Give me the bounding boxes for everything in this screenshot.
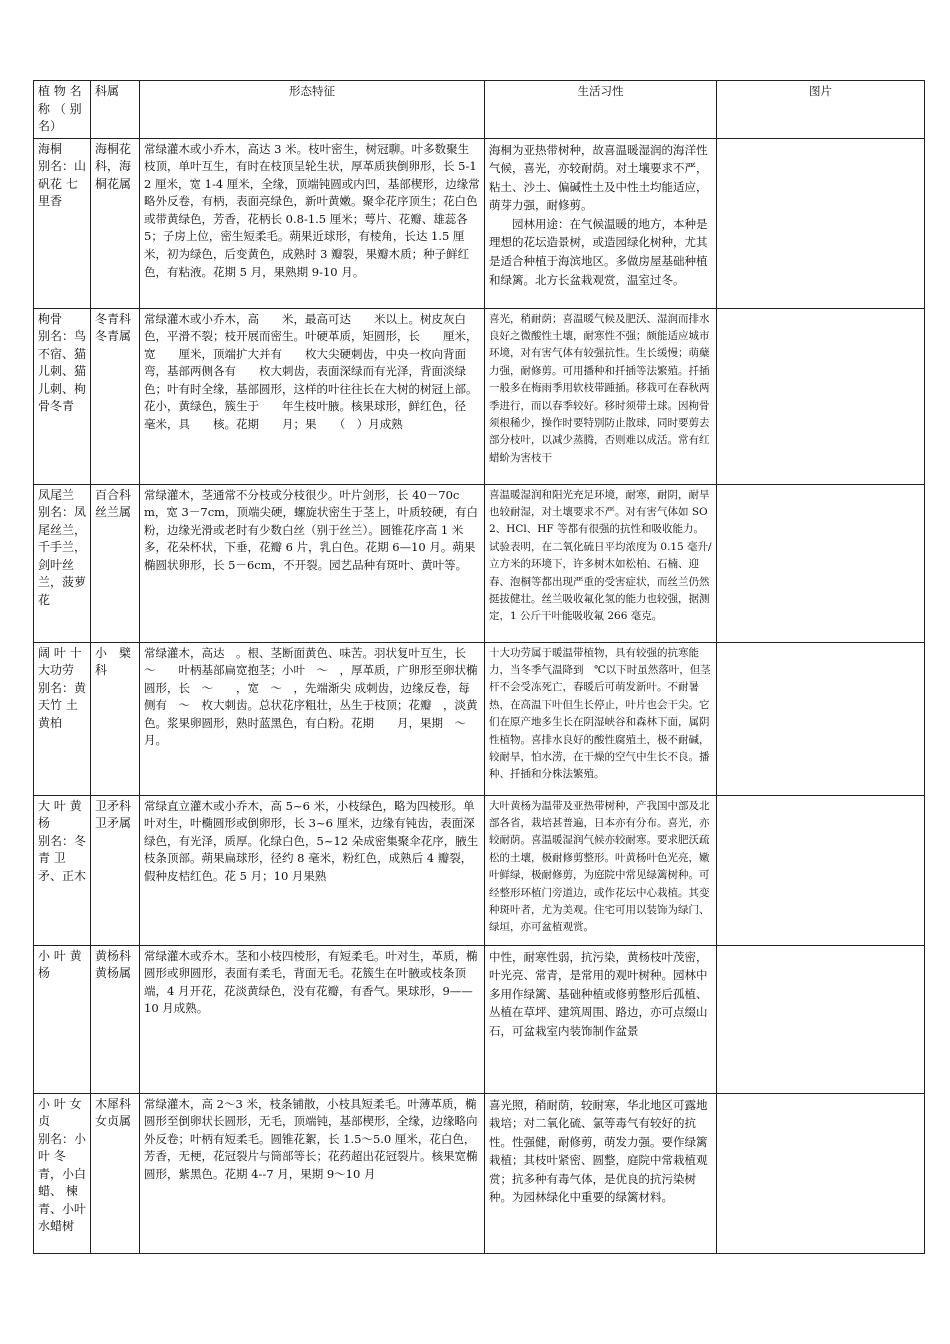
header-habit: 生活习性 [485,81,717,139]
plant-family: 黄杨科 黄杨属 [91,945,140,1093]
table-row [34,484,925,642]
plant-family: 海桐花科，海桐花属 [91,138,140,308]
table-row [34,642,925,795]
plant-picture-cell [717,484,925,642]
plant-name: 海桐 别名：山矾花 七里香 [34,138,91,308]
plant-picture-cell [717,795,925,945]
table-row [34,138,925,308]
plant-name: 小 叶 女贞 别名：小 叶 冬青，小白蜡、 楝青、小叶水蜡树 [34,1093,91,1253]
plant-picture-cell [717,308,925,484]
plant-family: 百合科 丝兰属 [91,484,140,642]
plant-family: 小 檗 科 [91,642,140,795]
plant-morphology: 常绿直立灌木或小乔木，高 5~6 米，小枝绿色，略为四棱形。单叶对生，叶椭圆形或倒卵形，长 3~6 厘米，边缘有钝齿，表面深绿色，有光泽，质厚。化绿白色，5~12 朵成密集聚伞花序，腋生枝条顶部。蒴果扁球形，径约 8 毫米，粉红色，成熟后 4 瓣裂，假种皮桔红色。花 5 月；10 月果熟 [140,795,485,945]
plant-morphology: 常绿灌木，高达 。根、茎断面黄色、味苦。羽状复叶互生，长 ～ 叶柄基部扁宽抱茎；小叶 ～ ，厚革质，广卵形至卵状椭圆形，长 ～ ，宽 ～ ，先端渐尖 成刺齿，边缘反卷，每侧有 ～ 枚大刺齿。总状花序粗壮，丛生于枝顶；花瓣 ，淡黄色。浆果卵圆形，熟时蓝黑色，有白粉。花期 月，果期 ～ 月。 [140,642,485,795]
header-name: 植 物 名 称 （ 别 名） [34,81,91,139]
plant-name: 阔 叶 十大功劳 别名：黄天竹 土黄柏 [34,642,91,795]
plant-habit: 喜光，稍耐荫；喜温暖气候及肥沃、湿润而排水良好之微酸性土壤，耐寒性不强；颇能适应城市环境，对有害气体有较强抗性。生长缓慢；萌蘖力强，耐修剪。可用播种和扦插等法繁殖。扦插一般多在梅雨季用软枝带踵插。移栽可在春秋两季进行，而以春季较好。移时须带土球。因枸骨须根稀少，操作时要特别防止散球，同时要剪去部分枝叶，以减少蒸腾，否则难以成活。常有红蜡蚧为害枝干 [485,308,717,484]
plant-habit: 喜温暖湿润和阳光充足环境，耐寒，耐阴，耐旱也较耐湿，对土壤要求不严。对有害气体如 SO2、HCl、HF 等都有很强的抗性和吸收能力。试验表明，在二氧化硫日平均浓度为 0.15 毫升/立方米的环境下，许多树木如松柏、石楠、迎春、泡桐等都出现严重的受害症状，而丝兰仍然挺拔健壮。丝兰吸收氟化氢的能力也较强，据测定，1 公斤干叶能吸收氟 266 毫克。 [485,484,717,642]
plant-morphology: 常绿灌木或乔木。茎和小枝四棱形，有短柔毛。叶对生，革质，椭圆形或卵圆形，表面有柔毛，背面无毛。花簇生在叶腋或枝条顶端，4 月开花，花淡黄绿色，没有花瓣，有香气。果球形，9——10 月成熟。 [140,945,485,1093]
plant-morphology: 常绿灌木，高 2～3 米，枝条铺散，小枝具短柔毛。叶薄革质，椭圆形至倒卵状长圆形，无毛，顶端钝，基部楔形，全缘，边缘略向外反卷；叶柄有短柔毛。圆锥花絮，长 1.5～5.0 厘米，花白色，芳香，无梗，花冠裂片与筒部等长；花药超出花冠裂片。核果宽椭圆形，紫黑色。花期 4--7 月，果期 9～10 月 [140,1093,485,1253]
header-family: 科属 [91,81,140,139]
plant-picture-cell [717,945,925,1093]
plant-name: 小 叶 黄杨 [34,945,91,1093]
plant-habit: 十大功劳属于暖温带植物，具有较强的抗寒能力，当冬季气温降到 ℃以下时虽然落叶，但茎杆不会受冻死亡，春暖后可萌发新叶。不耐暑热，在高温下叶但生长停止，叶片也会干尖。它们在原产地多生长在阴湿峡谷和森林下面，属阴性植物。喜排水良好的酸性腐殖土，极不耐碱，较耐旱，怕水涝，在干燥的空气中生长不良。播种、扦插和分株法繁殖。 [485,642,717,795]
plant-family: 冬青科 冬青属 [91,308,140,484]
plant-family: 卫矛科 卫矛属 [91,795,140,945]
header-morphology: 形态特征 [140,81,485,139]
plant-name: 大 叶 黄杨 别名：冬 青 卫矛、正木 [34,795,91,945]
table-row [34,795,925,945]
plant-table [33,80,925,1254]
plant-habit: 大叶黄杨为温带及亚热带树种，产我国中部及北部各省，栽培甚普遍，日本亦有分布。喜光，亦较耐荫。喜温暖湿润气候亦较耐寒。要求肥沃疏松的土壤，极耐修剪整形。叶黄杨叶色光亮，嫩叶鲜绿，极耐修剪，为庭院中常见绿篱树种。可经整形环植门旁道边，或作花坛中心栽植。其变种斑叶者，尤为美观。住宅可用以装饰为绿门、绿垣，亦可盆植观赏。 [485,795,717,945]
plant-picture-cell [717,642,925,795]
header-picture: 图片 [717,81,925,139]
table-row [34,945,925,1093]
plant-habit: 海桐为亚热带树种，故喜温暖湿润的海洋性气候，喜光，亦较耐荫。对土壤要求不严，粘土、沙土、偏碱性土及中性土均能适应，萌芽力强，耐修剪。 园林用途：在气候温暖的地方，本种是理想的花坛造景树，或造园绿化树种，尤其是适合种植于海滨地区。多做房屋基础种植和绿篱。北方长盆栽观赏，温室过冬。 [485,138,717,308]
plant-picture-cell [717,1093,925,1253]
plant-habit: 喜光照，稍耐荫，较耐寒，华北地区可露地栽培；对二氧化硫、氯等毒气有较好的抗性。性强健，耐修剪，萌发力强。要作绿篱栽植；其枝叶紧密、圆整，庭院中常栽植观赏；抗多种有毒气体，是优良的抗污染树种。为园林绿化中重要的绿篱材料。 [485,1093,717,1253]
plant-morphology: 常绿灌木或小乔木，高 米，最高可达 米以上。树皮灰白色，平滑不裂；枝开展而密生。叶硬革质，矩圆形，长 厘米，宽 厘米，顶端扩大并有 枚大尖硬刺齿，中央一枚向背面弯，基部两侧各有 枚大刺齿，表面深绿而有光泽，背面淡绿色；叶有时全缘，基部圆形，这样的叶往往长在大树的树冠上部。花小，黄绿色，簇生于 年生枝叶腋。核果球形，鲜红色，径 毫米，具 核。花期 月；果 （ ）月成熟 [140,308,485,484]
plant-name: 凤尾兰 别名：凤尾丝兰，千手兰，剑叶丝兰，菠萝花 [34,484,91,642]
plant-picture-cell [717,138,925,308]
table-row [34,1093,925,1253]
plant-name: 枸骨 别名：鸟不宿、猫儿刺、猫儿刺、枸骨冬青 [34,308,91,484]
plant-habit: 中性，耐寒性弱，抗污染，黄杨枝叶茂密，叶光亮、常青，是常用的观叶树种。园林中多用作绿篱、基础种植或修剪整形后孤植、丛植在草坪、建筑周围、路边，亦可点缀山石，可盆栽室内装饰制作盆景 [485,945,717,1093]
plant-morphology: 常绿灌木，茎通常不分枝或分枝很少。叶片剑形，长 40－70cm，宽 3－7cm，顶端尖硬，螺旋状密生于茎上，叶质较硬，有白粉，边缘光滑或老时有少数白丝（别于丝兰）。圆锥花序高 1 米多，花朵杯状，下垂，花瓣 6 片，乳白色。花期 6—10 月。蒴果椭圆状卵形，长 5－6cm，不开裂。园艺品种有斑叶、黄叶等。 [140,484,485,642]
table-header-row [34,81,925,139]
plant-family: 木犀科 女贞属 [91,1093,140,1253]
plant-morphology: 常绿灌木或小乔木，高达 3 米。枝叶密生，树冠聊。叶多数聚生枝顶，单叶互生，有时在枝顶呈轮生状，厚革质狭倒卵形，长 5-12 厘米，宽 1-4 厘米，全缘，顶端钝圆或内凹，基部楔形，边缘常略外反卷，有柄，表面亮绿色，新叶黄嫩。聚伞花序顶生；花白色或带黄绿色，芳香，花柄长 0.8-1.5 厘米；萼片、花瓣、雄蕊各 5；子房上位，密生短柔毛。蒴果近球形，有棱角，长达 1.5 厘米，初为绿色，后变黄色，成熟时 3 瓣裂，果瓣木质；种子鲜红色，有粘液。花期 5 月，果熟期 9-10 月。 [140,138,485,308]
table-row [34,308,925,484]
